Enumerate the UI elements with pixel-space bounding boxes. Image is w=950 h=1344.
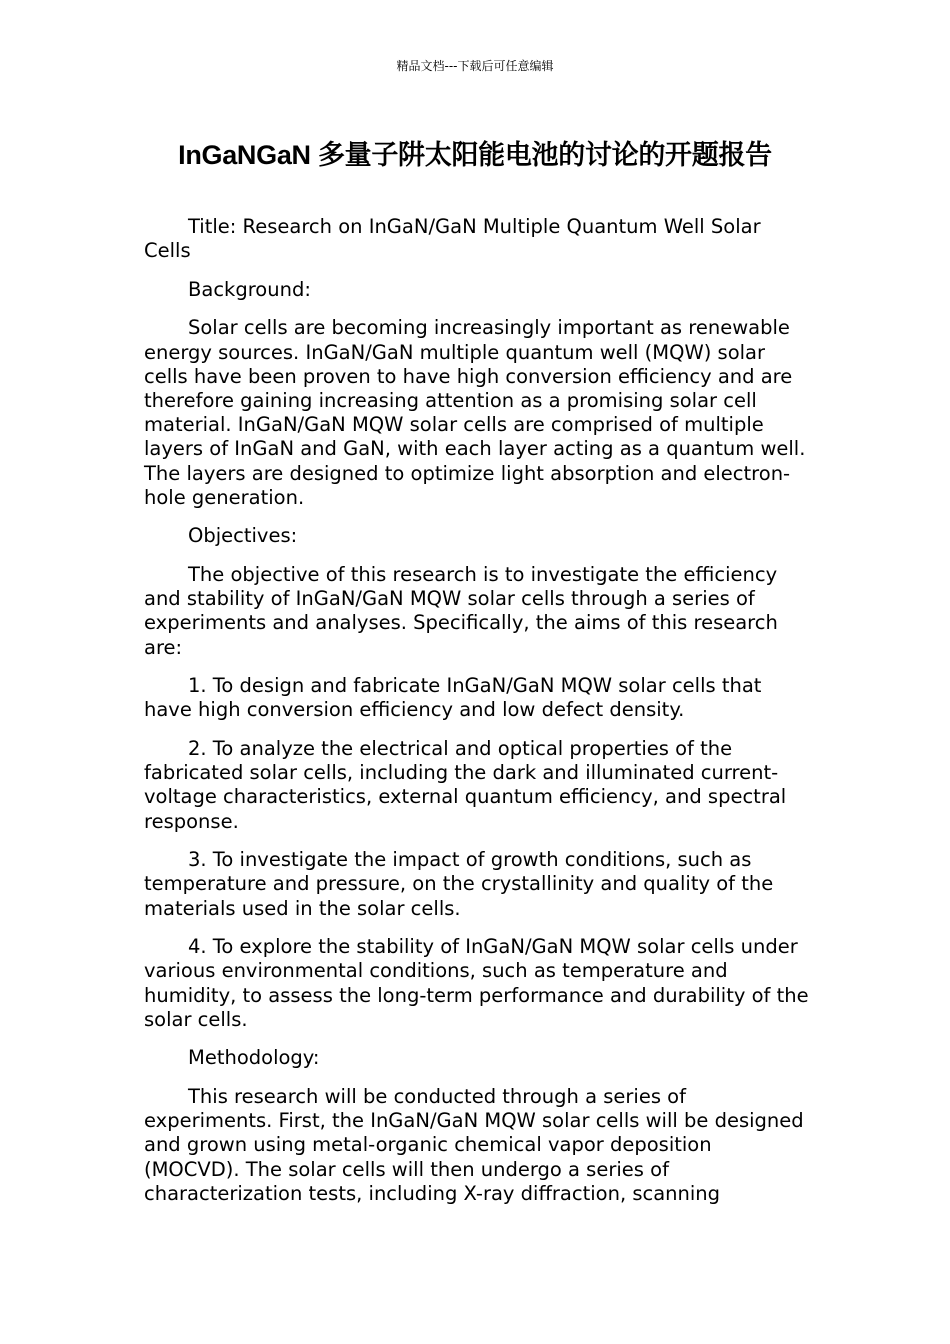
objective-item-4: 4. To explore the stability of InGaN/GaN MQW solar cells under various environmental conditions, such as temperature and humidity, to assess the long-term performance and durability of the solar cells. <box>144 935 809 1031</box>
document-body <box>144 215 810 1220</box>
paragraph-objectives-intro: The objective of this research is to investigate the efficiency and stability of InGaN/GaN MQW solar cells through a series of experiments and analyses. Specifically, the aims of this research are: <box>144 563 778 659</box>
heading-objectives: Objectives: <box>188 524 298 548</box>
heading-background: Background: <box>188 277 311 301</box>
heading-methodology: Methodology: <box>188 1046 320 1070</box>
objective-item-1: 1. To design and fabricate InGaN/GaN MQW solar cells that have high conversion efficiency and low defect density. <box>144 674 762 722</box>
objective-item-2: 2. To analyze the electrical and optical properties of the fabricated solar cells, including the dark and illuminated current-voltage characteristics, external quantum efficiency, and spectral response. <box>144 737 787 833</box>
paragraph-background: Solar cells are becoming increasingly important as renewable energy sources. InGaN/GaN multiple quantum well (MQW) solar cells have been proven to have high conversion efficiency and are therefore gaining increasing attention as a promising solar cell material. InGaN/GaN MQW solar cells are comprised of multiple layers of InGaN and GaN, with each layer acting as a quantum well. The layers are designed to optimize light absorption and electron-hole generation. <box>144 316 806 509</box>
paragraph-title-line: Title: Research on InGaN/GaN Multiple Quantum Well Solar Cells <box>144 215 761 263</box>
page-title: InGaNGaN 多量子阱太阳能电池的讨论的开题报告 <box>178 140 772 170</box>
paragraph-methodology: This research will be conducted through a series of experiments. First, the InGaN/GaN MQW solar cells will be designed and grown using metal-organic chemical vapor deposition (MOCVD). The solar cells will then undergo a series of characterization tests, including X-ray diffraction, scanning <box>144 1085 804 1205</box>
header-note: 精品文档---下载后可任意编辑 <box>396 59 554 73</box>
objective-item-3: 3. To investigate the impact of growth conditions, such as temperature and pressure, on the crystallinity and quality of the materials used in the solar cells. <box>144 848 774 920</box>
